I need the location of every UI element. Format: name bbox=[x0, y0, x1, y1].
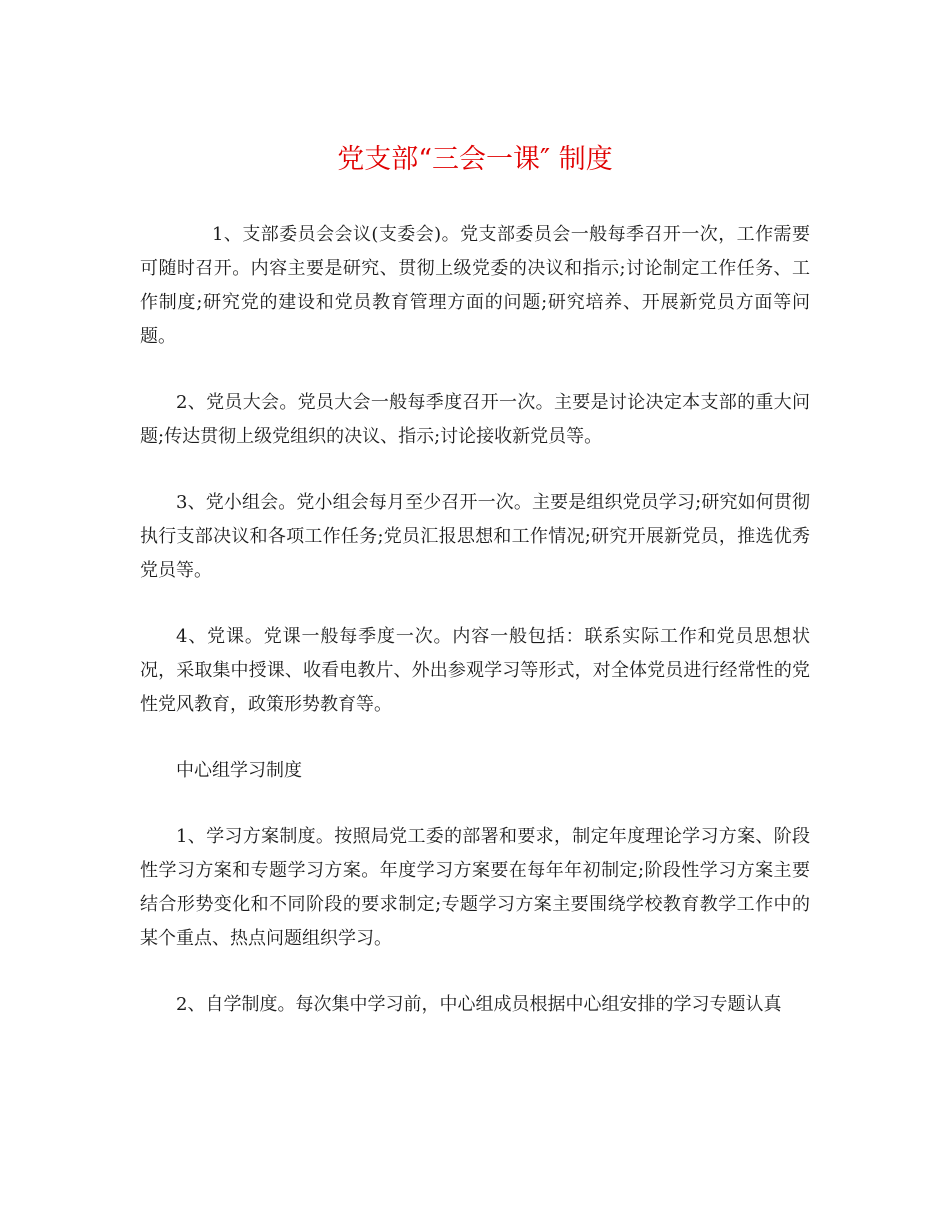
paragraph-member-assembly: 2、党员大会。党员大会一般每季度召开一次。主要是讨论决定本支部的重大问题;传达贯彻上级党组织的决议、指示;讨论接收新党员等。 bbox=[140, 392, 810, 447]
paragraph-party-lecture: 4、党课。党课一般每季度一次。内容一般包括：联系实际工作和党员思想状况，采取集中授课、收看电教片、外出参观学习等形式，对全体党员进行经常性的党性党风教育，政策形势教育等。 bbox=[140, 626, 810, 715]
paragraph-branch-committee: 1、支部委员会会议(支委会)。党支部委员会一般每季召开一次，工作需要可随时召开。内容主要是研究、贯彻上级党委的决议和指示;讨论制定工作任务、工作制度;研究党的建设和党员教育管理方面的问题;研究培养、开展新党员方面等问题。 bbox=[140, 224, 810, 347]
section-heading-study-system: 中心组学习制度 bbox=[176, 760, 302, 781]
paragraph-gap bbox=[140, 956, 810, 988]
document-title: 党支部“三会一课″ 制度 bbox=[337, 144, 613, 175]
paragraph-gap bbox=[140, 354, 810, 386]
paragraph-gap bbox=[140, 588, 810, 620]
paragraph-self-study: 2、自学制度。每次集中学习前，中心组成员根据中心组安排的学习专题认真 bbox=[176, 994, 782, 1015]
paragraph-gap bbox=[140, 788, 810, 820]
paragraph-study-plan: 1、学习方案制度。按照局党工委的部署和要求，制定年度理论学习方案、阶段性学习方案和专题学习方案。年度学习方案要在每年年初制定;阶段性学习方案主要结合形势变化和不同阶段的要求制定;专题学习方案主要围绕学校教育教学工作中的某个重点、热点问题组织学习。 bbox=[140, 826, 810, 949]
paragraph-gap bbox=[140, 454, 810, 486]
document-body bbox=[140, 218, 810, 1022]
paragraph-gap bbox=[140, 722, 810, 754]
paragraph-party-group-meeting: 3、党小组会。党小组会每月至少召开一次。主要是组织党员学习;研究如何贯彻执行支部决议和各项工作任务;党员汇报思想和工作情况;研究开展新党员，推选优秀党员等。 bbox=[140, 492, 810, 581]
